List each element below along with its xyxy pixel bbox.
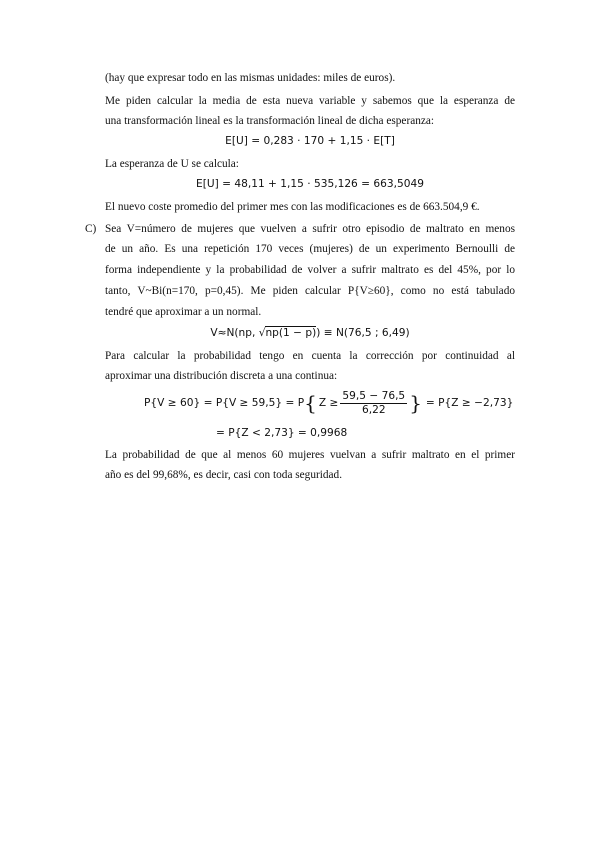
fraction-numerator: 59,5 − 76,5 (342, 389, 406, 402)
text-line: forma independiente y la probabilidad de volver a sufrir maltrato es del 45%, por lo (105, 264, 515, 276)
text-line: (hay que expresar todo en las mismas unidades: miles de euros). (105, 72, 396, 84)
equation-expected-u-value: E[U] = 48,11 + 1,15 · 535,126 = 663,5049 (196, 178, 424, 190)
equation-part: P{V ≥ 60} = P{V ≥ 59,5} = P (144, 397, 305, 409)
equation-part: = P{Z ≥ −2,73} (425, 397, 514, 409)
sqrt-sign: √ (258, 327, 266, 339)
equation-probability (144, 386, 513, 420)
text-line: tendré que aproximar a un normal. (105, 306, 262, 318)
section-marker-c: C) (85, 223, 97, 235)
brace-close: } (409, 391, 422, 415)
equation-part: Z ≥ (318, 397, 339, 409)
equation-normal-approx (105, 326, 515, 340)
text-line: Sea V=número de mujeres que vuelven a sufrir otro episodio de maltrato en menos (105, 223, 515, 235)
equation-part: ) ≡ N(76,5 ; 6,49) (316, 327, 410, 339)
text-line: La esperanza de U se calcula: (105, 158, 239, 170)
text-line: tanto, V~Bi(n=170, p=0,45). Me piden calcular P{V≥60}, como no está tabulado (105, 285, 515, 297)
equation-expected-u: E[U] = 0,283 · 170 + 1,15 · E[T] (225, 135, 395, 147)
text-line: La probabilidad de que al menos 60 mujeres vuelvan a sufrir maltrato en el primer (105, 449, 515, 461)
equation-part: V≈N(np, (210, 327, 259, 339)
text-line: Me piden calcular la media de esta nueva variable y sabemos que la esperanza de (105, 95, 515, 107)
brace-open: { (304, 391, 317, 415)
fraction (340, 390, 407, 417)
text-line: año es del 99,68%, es decir, casi con toda seguridad. (105, 469, 343, 481)
text-line: de un año. Es una repetición 170 veces (mujeres) de un experimento Bernoulli de (105, 243, 515, 255)
equation-probability-result: = P{Z < 2,73} = 0,9968 (216, 427, 348, 439)
text-line: una transformación lineal es la transformación lineal de dicha esperanza: (105, 115, 435, 127)
text-line: Para calcular la probabilidad tengo en cuenta la corrección por continuidad al (105, 350, 515, 362)
fraction-denominator: 6,22 (361, 403, 386, 416)
sqrt-argument: np(1 − p) (265, 327, 317, 339)
text-line: aproximar una distribución discreta a una continua: (105, 370, 338, 382)
text-line: El nuevo coste promedio del primer mes con las modificaciones es de 663.504,9 €. (105, 201, 480, 213)
